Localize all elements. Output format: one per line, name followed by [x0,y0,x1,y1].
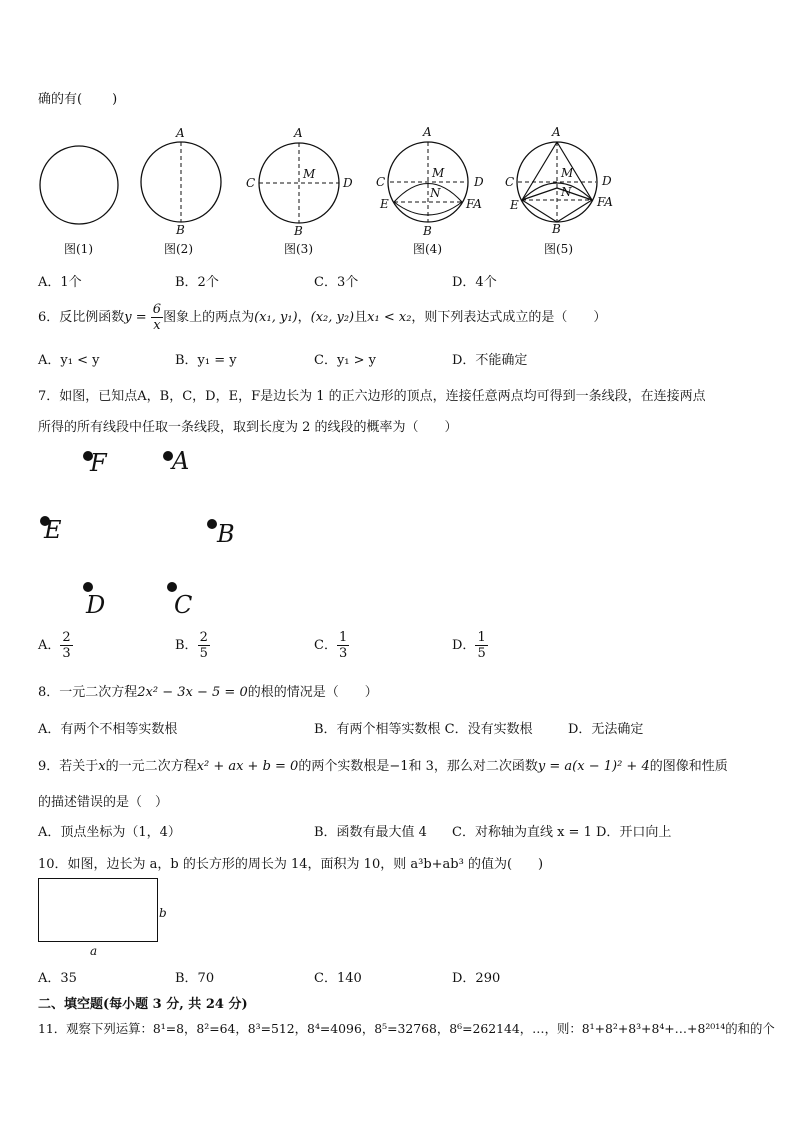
q8-prefix: 8．一元二次方程 [38,685,138,700]
q7-stem-line1: 7．如图，已知点A，B，C，D，E，F是边长为 1 的正六边形的顶点，连接任意两点均可得到一条线段，在连接两点 [38,389,706,404]
hex-dot-b [207,519,217,529]
q6-condition: x₁ < x₂ [367,310,412,325]
q7-option-d-num: 1 [477,630,486,645]
fig5-label-d: D [602,174,612,188]
section-title-fill-in: 二、填空题(每小题 3 分, 共 24 分) [38,997,248,1012]
q7-stem-line2: 所得的所有线段中任取一条线段，取到长度为 2 的线段的概率为（ ） [38,420,458,435]
hex-label-d: D [86,591,106,619]
q9-part4: 的图像和性质 [649,759,728,774]
q9-equation1: x² + ax + b = 0 [196,759,299,774]
q7-option-a [38,630,73,661]
q7-option-d-letter: D． [452,638,476,653]
q5-figures [0,0,794,270]
fig4-label-a: A [423,125,432,139]
q5-option-b: B．2个 [175,275,219,290]
q7-option-d-den: 5 [477,646,486,661]
q6-comma: ， [297,310,311,325]
q5-tail-text: 确的有( [38,92,83,107]
fig5-caption: 图(5) [544,242,573,256]
fig3-label-d: D [343,176,353,190]
q9-part3: 的两个实数根是−1和 3，那么对二次函数 [298,759,538,774]
q7-option-b-letter: B． [175,638,198,653]
fig5-label-fa: FA [597,195,613,209]
fig5-line-fb [557,200,592,222]
q10-option-a: A．35 [38,971,77,986]
hex-label-a: A [172,447,190,475]
q5-paren-close: ) [112,92,118,107]
q6-stem [38,302,606,338]
q7-option-a-frac [60,630,72,661]
q10-option-d: D．290 [452,971,501,986]
fig3-label-a: A [294,126,303,140]
q9-part1: 9．若关于 [38,759,99,774]
q9-option-cd: C．对称轴为直线 x = 1 D．开口向上 [452,825,672,840]
q6-point1: (x₁, y₁) [254,310,298,325]
q7-option-a-den: 3 [62,646,71,661]
fig5-label-e: E [510,198,519,212]
fig4-label-b: B [423,224,432,238]
q5-option-c: C．3个 [314,275,359,290]
q10-label-a: a [90,944,98,958]
q6-option-c: C．y₁ > y [314,353,377,368]
fig5-label-n: N [561,185,572,199]
q7-option-c-num: 1 [338,630,348,645]
fig1-circle [40,146,118,224]
q11-stem: 11．观察下列运算：8¹=8，8²=64，8³=512，8⁴=4096，8⁵=32768，8⁶=262144，…，则：8¹+8²+8³+8⁴+…+8²⁰¹⁴的和的个 [38,1021,775,1036]
fig1-caption: 图(1) [64,242,93,256]
hex-label-c: C [174,591,193,619]
fig2-label-b: B [176,223,185,237]
q6-suffix: ，则下列表达式成立的是（ ） [411,310,607,325]
q6-frac-den: x [153,318,161,333]
q7-option-d-frac [475,630,487,661]
hex-label-f: F [90,449,107,477]
q7-option-c-letter: C． [314,638,337,653]
fig5-line-en [522,188,557,200]
q10-rectangle [38,878,158,942]
fig3-caption: 图(3) [284,242,313,256]
q8-suffix: 的根的情况是（ ） [247,685,378,700]
q8-option-a: A．有两个不相等实数根 [38,722,178,737]
q9-stem-line1 [38,755,728,774]
fig5-label-m: M [561,166,574,180]
fig3-circle [259,143,339,223]
q9-option-b: B．函数有最大值 4 [314,825,427,840]
q9-x: x [98,759,106,774]
q7-option-d [452,630,488,661]
q6-frac-num: 6 [152,302,162,317]
q7-option-b [175,630,210,661]
q8-stem [38,681,378,700]
fig4-label-d: D [474,175,484,189]
fig3-label-c: C [246,176,256,190]
q6-prefix: 6．反比例函数 [38,310,125,325]
fig5-line-eb [522,200,557,222]
q7-option-b-den: 5 [199,646,208,661]
q7-option-c [314,630,349,661]
fig4-label-c: C [376,175,386,189]
q8-option-d: D．无法确定 [568,722,644,737]
q10-stem: 10．如图，边长为 a，b 的长方形的周长为 14，面积为 10，则 a³b+ab³ 的值为( ) [38,857,544,872]
q6-point2: (x₂, y₂) [310,310,355,325]
fig3-label-b: B [294,224,303,238]
fig2-label-a: A [176,126,185,140]
fig5-label-a: A [552,125,561,139]
q6-fraction [151,302,163,333]
fig4-label-m: M [432,166,445,180]
q9-equation2: y = a(x − 1)² + 4 [537,759,650,774]
fig2-circle [141,142,221,222]
fig4-label-fa: FA [466,197,482,211]
q7-option-b-num: 2 [199,630,208,645]
fig4-label-n: N [430,186,441,200]
q6-y-eq: y = [124,310,147,325]
q7-option-c-frac [337,630,349,661]
q8-equation: 2x² − 3x − 5 = 0 [137,685,248,700]
q5-option-a: A．1个 [38,275,82,290]
q9-option-a: A．顶点坐标为（1，4） [38,825,181,840]
q8-option-bc: B．有两个相等实数根 C．没有实数根 [314,722,533,737]
q7-option-c-den: 3 [338,646,348,661]
fig5-line-ae [522,142,557,200]
fig5-label-c: C [505,175,515,189]
q10-option-b: B．70 [175,971,215,986]
hex-label-e: E [44,516,62,544]
q6-cond-pre: 且 [354,310,368,325]
hex-label-b: B [217,520,235,548]
q7-option-a-letter: A． [38,638,61,653]
q10-label-b: b [159,906,167,920]
q7-option-a-num: 2 [62,630,71,645]
fig3-label-m: M [303,167,316,181]
fig2-caption: 图(2) [164,242,193,256]
q6-option-b: B．y₁ = y [175,353,237,368]
q6-mid: 图象上的两点为 [163,310,255,325]
fig5-label-b: B [552,222,561,236]
q9-stem-line2: 的描述错误的是（ ） [38,795,169,810]
q6-option-a: A．y₁ < y [38,353,100,368]
q10-option-c: C．140 [314,971,362,986]
q9-part2: 的一元二次方程 [105,759,197,774]
q7-option-b-frac [198,630,210,661]
q6-option-d: D．不能确定 [452,353,528,368]
q5-option-d: D．4个 [452,275,497,290]
fig4-label-e: E [380,197,389,211]
fig4-caption: 图(4) [413,242,442,256]
